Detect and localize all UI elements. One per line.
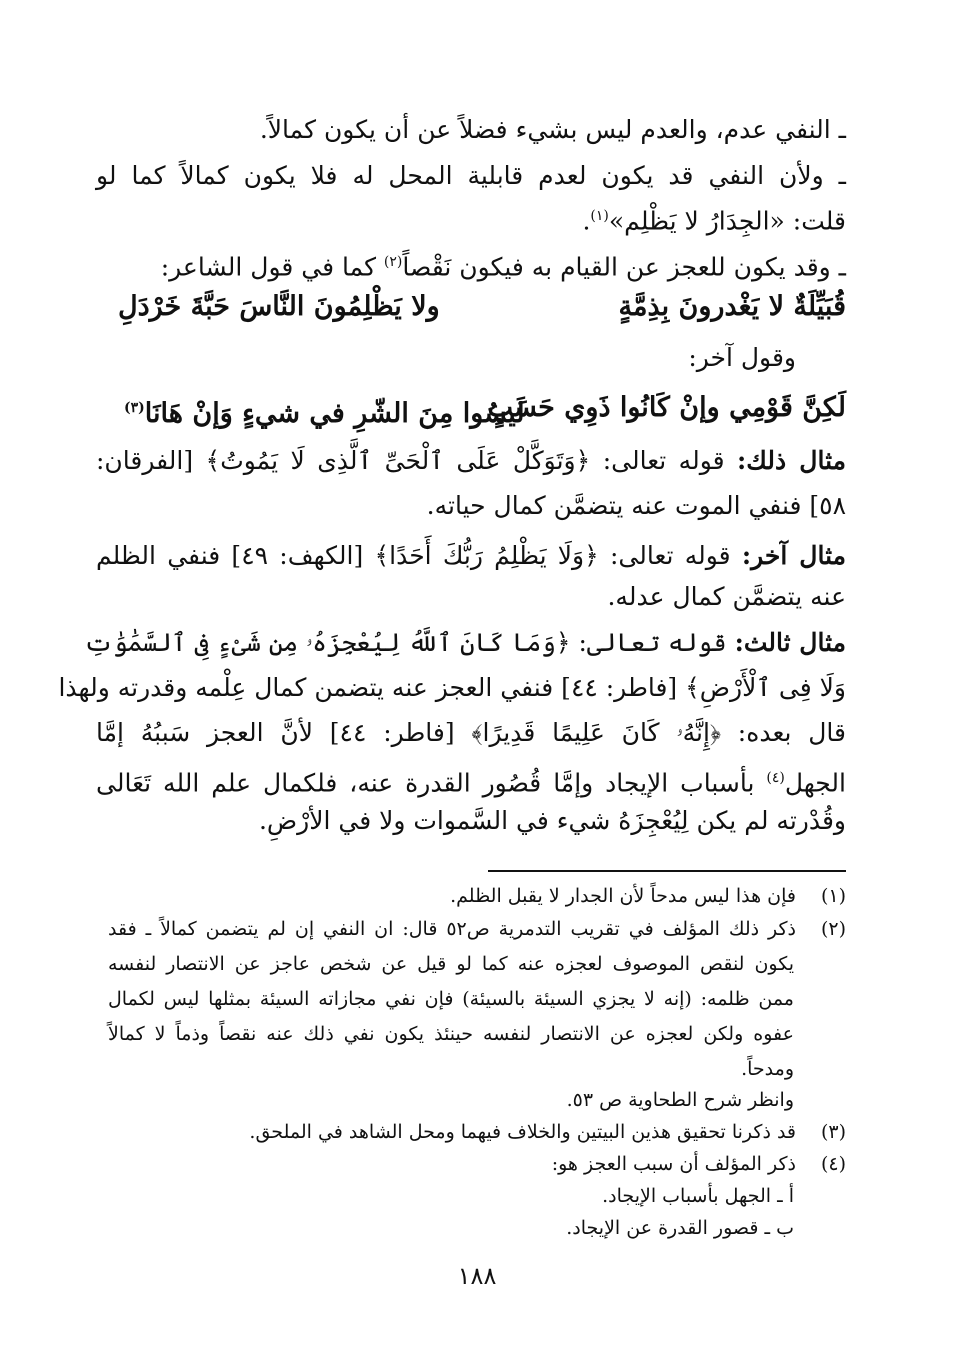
footnote-text: قد ذكرنا تحقيق هذين البيتين والخلاف فيهما ومحل الشاهد في الملحق. [249, 1121, 796, 1143]
footnote [249, 1118, 846, 1146]
body-line: عنه يتضمَّن كمال عدله. [607, 582, 846, 611]
body-line: وقول آخر: [688, 343, 796, 372]
verse-hemistich: قُبَيِّلَةٌ لا يَغْدرونَ بِذِمَّةٍ [618, 291, 846, 322]
example-label: مثال ذلك: [737, 446, 847, 475]
footnote-line: عفوه ولكن لعجزه عن الانتصار لنفسه حينئذ يكون نفي ذلك عنه نقصاً وذماً لا كمالاً [108, 1023, 794, 1045]
footnote [108, 915, 846, 943]
body-text: ـ وقد يكون للعجز عن القيام به فيكون نَقْصاً [402, 252, 846, 282]
footnote [552, 1150, 846, 1178]
example-label: مثال ثالث: [734, 628, 846, 657]
verse-hemistich: لَكِنَّ قَوْمِي وإنْ كَانُوا ذَوِي حَسَبٍ [487, 392, 846, 423]
example-label: مثال آخر: [741, 541, 847, 570]
footnote-text: ذكر المؤلف أن سبب العجز هو: [551, 1153, 796, 1175]
footnote-line: ومدحاً. [741, 1058, 794, 1080]
footnote-text: فإن هذا ليس مدحاً لأن الجدار لا يقبل الظلم. [450, 885, 796, 907]
body-text: كما في قول الشاعر: [160, 252, 384, 282]
footnote-ref: (٣) [124, 400, 145, 416]
footnote [450, 882, 846, 910]
body-line [83, 625, 846, 661]
footnote-line: وانظر شرح الطحاوية ص ٥٣. [566, 1089, 794, 1111]
body-line: ـ ولأن النفي قد يكون لعدم قابلية المحل له فلا يكون كمالاً كما لو [96, 161, 846, 190]
body-text: قوله تعالى: ﴿وَمَا كَانَ ٱللَّهُ لِيُعْجِزَهُۥ مِن شَىْءٍ فِى ٱلسَّمَٰوَٰتِ [83, 628, 735, 657]
body-text: قوله تعالى: ﴿وَتَوَكَّلْ عَلَى ٱلْحَىِّ ٱلَّذِى لَا يَمُوتُ﴾ [الفرقان: [96, 446, 738, 475]
footnote-ref: (٤) [766, 770, 785, 786]
footnote-line: يكون لنقص الموصوف لعجزه عنه كما لو قيل عن شخص عاجز عن الانتصار لنفسه [108, 953, 794, 975]
verse-hemistich [124, 388, 525, 434]
footnote-ref: (٢) [383, 254, 403, 270]
body-line [161, 244, 846, 285]
body-line: ـ النفي عدم، والعدم ليس بشيء فضلاً عن أن يكون كمالاً. [259, 115, 846, 144]
page-number: ١٨٨ [457, 1262, 497, 1290]
footnote-number: (٣) [820, 1121, 846, 1143]
body-line: قال بعده: ﴿إِنَّهُۥ كَانَ عَلِيمًا قَدِيرًا﴾ [فاطر: ٤٤] لأنَّ العجز سَببُهُ إمَّا [96, 718, 846, 747]
body-text: قوله تعالى: ﴿وَلَا يَظْلِمُ رَبُّكَ أَحَدًا﴾ [الكهف: ٤٩] فنفي الظلم [96, 541, 742, 570]
body-text: . [582, 206, 591, 236]
footnote-line: ممن ظلمه: (إنه لا يجزي السيئة بالسيئة) فإن نفي مجازاته السيئة بمثلها ليس لكمال [108, 988, 794, 1010]
body-text: قلت: «الجِدَارُ لا يَظْلِم» [608, 206, 846, 236]
footnote-number: (٢) [820, 918, 846, 940]
body-line [582, 198, 846, 239]
footnote-number: (١) [820, 885, 846, 907]
footnote-separator [488, 870, 846, 872]
footnote-number: (٤) [820, 1153, 846, 1175]
footnote-line: أ ـ الجهل بأسباب الإيجاد. [602, 1185, 794, 1207]
footnote-ref: (١) [590, 208, 609, 224]
body-line [96, 443, 846, 479]
footnote-line: ب ـ قصور القدرة عن الإيجاد. [566, 1217, 794, 1239]
body-line: وقُدْرته لم يكن لِيُعْجِزَهُ شيء في السَّموات ولا في الأرْضِ. [258, 806, 846, 835]
body-text: الجهل [784, 768, 846, 798]
body-line [96, 760, 846, 801]
verse-hemistich: ولا يَظْلِمُونَ النَّاسَ حَبَّةَ خَرْدَلِ [118, 291, 440, 322]
body-text: بأسباب الإيجاد وإمَّا قُصُور القدرة عنه، فلكمال علم الله تَعَالى [96, 768, 767, 798]
body-line [96, 538, 846, 574]
verse-text: لَيسُوا مِنَ الشّرِ في شيءٍ وَإنْ هَانَا [144, 398, 525, 429]
footnote-text: ذكر ذلك المؤلف في تقريب التدمرية ص٥٢ قال: ان النفي إن لم يتضمن كمالاً ـ فقد [108, 918, 796, 940]
body-line: ٥٨] فنفي الموت عنه يتضمَّن كمال حياته. [426, 491, 846, 520]
body-line: وَلَا فِى ٱلْأَرْضِ﴾ [فاطر: ٤٤] فنفي العجز عنه يتضمن كمال عِلْمه وقدرته ولهذا [58, 673, 846, 702]
